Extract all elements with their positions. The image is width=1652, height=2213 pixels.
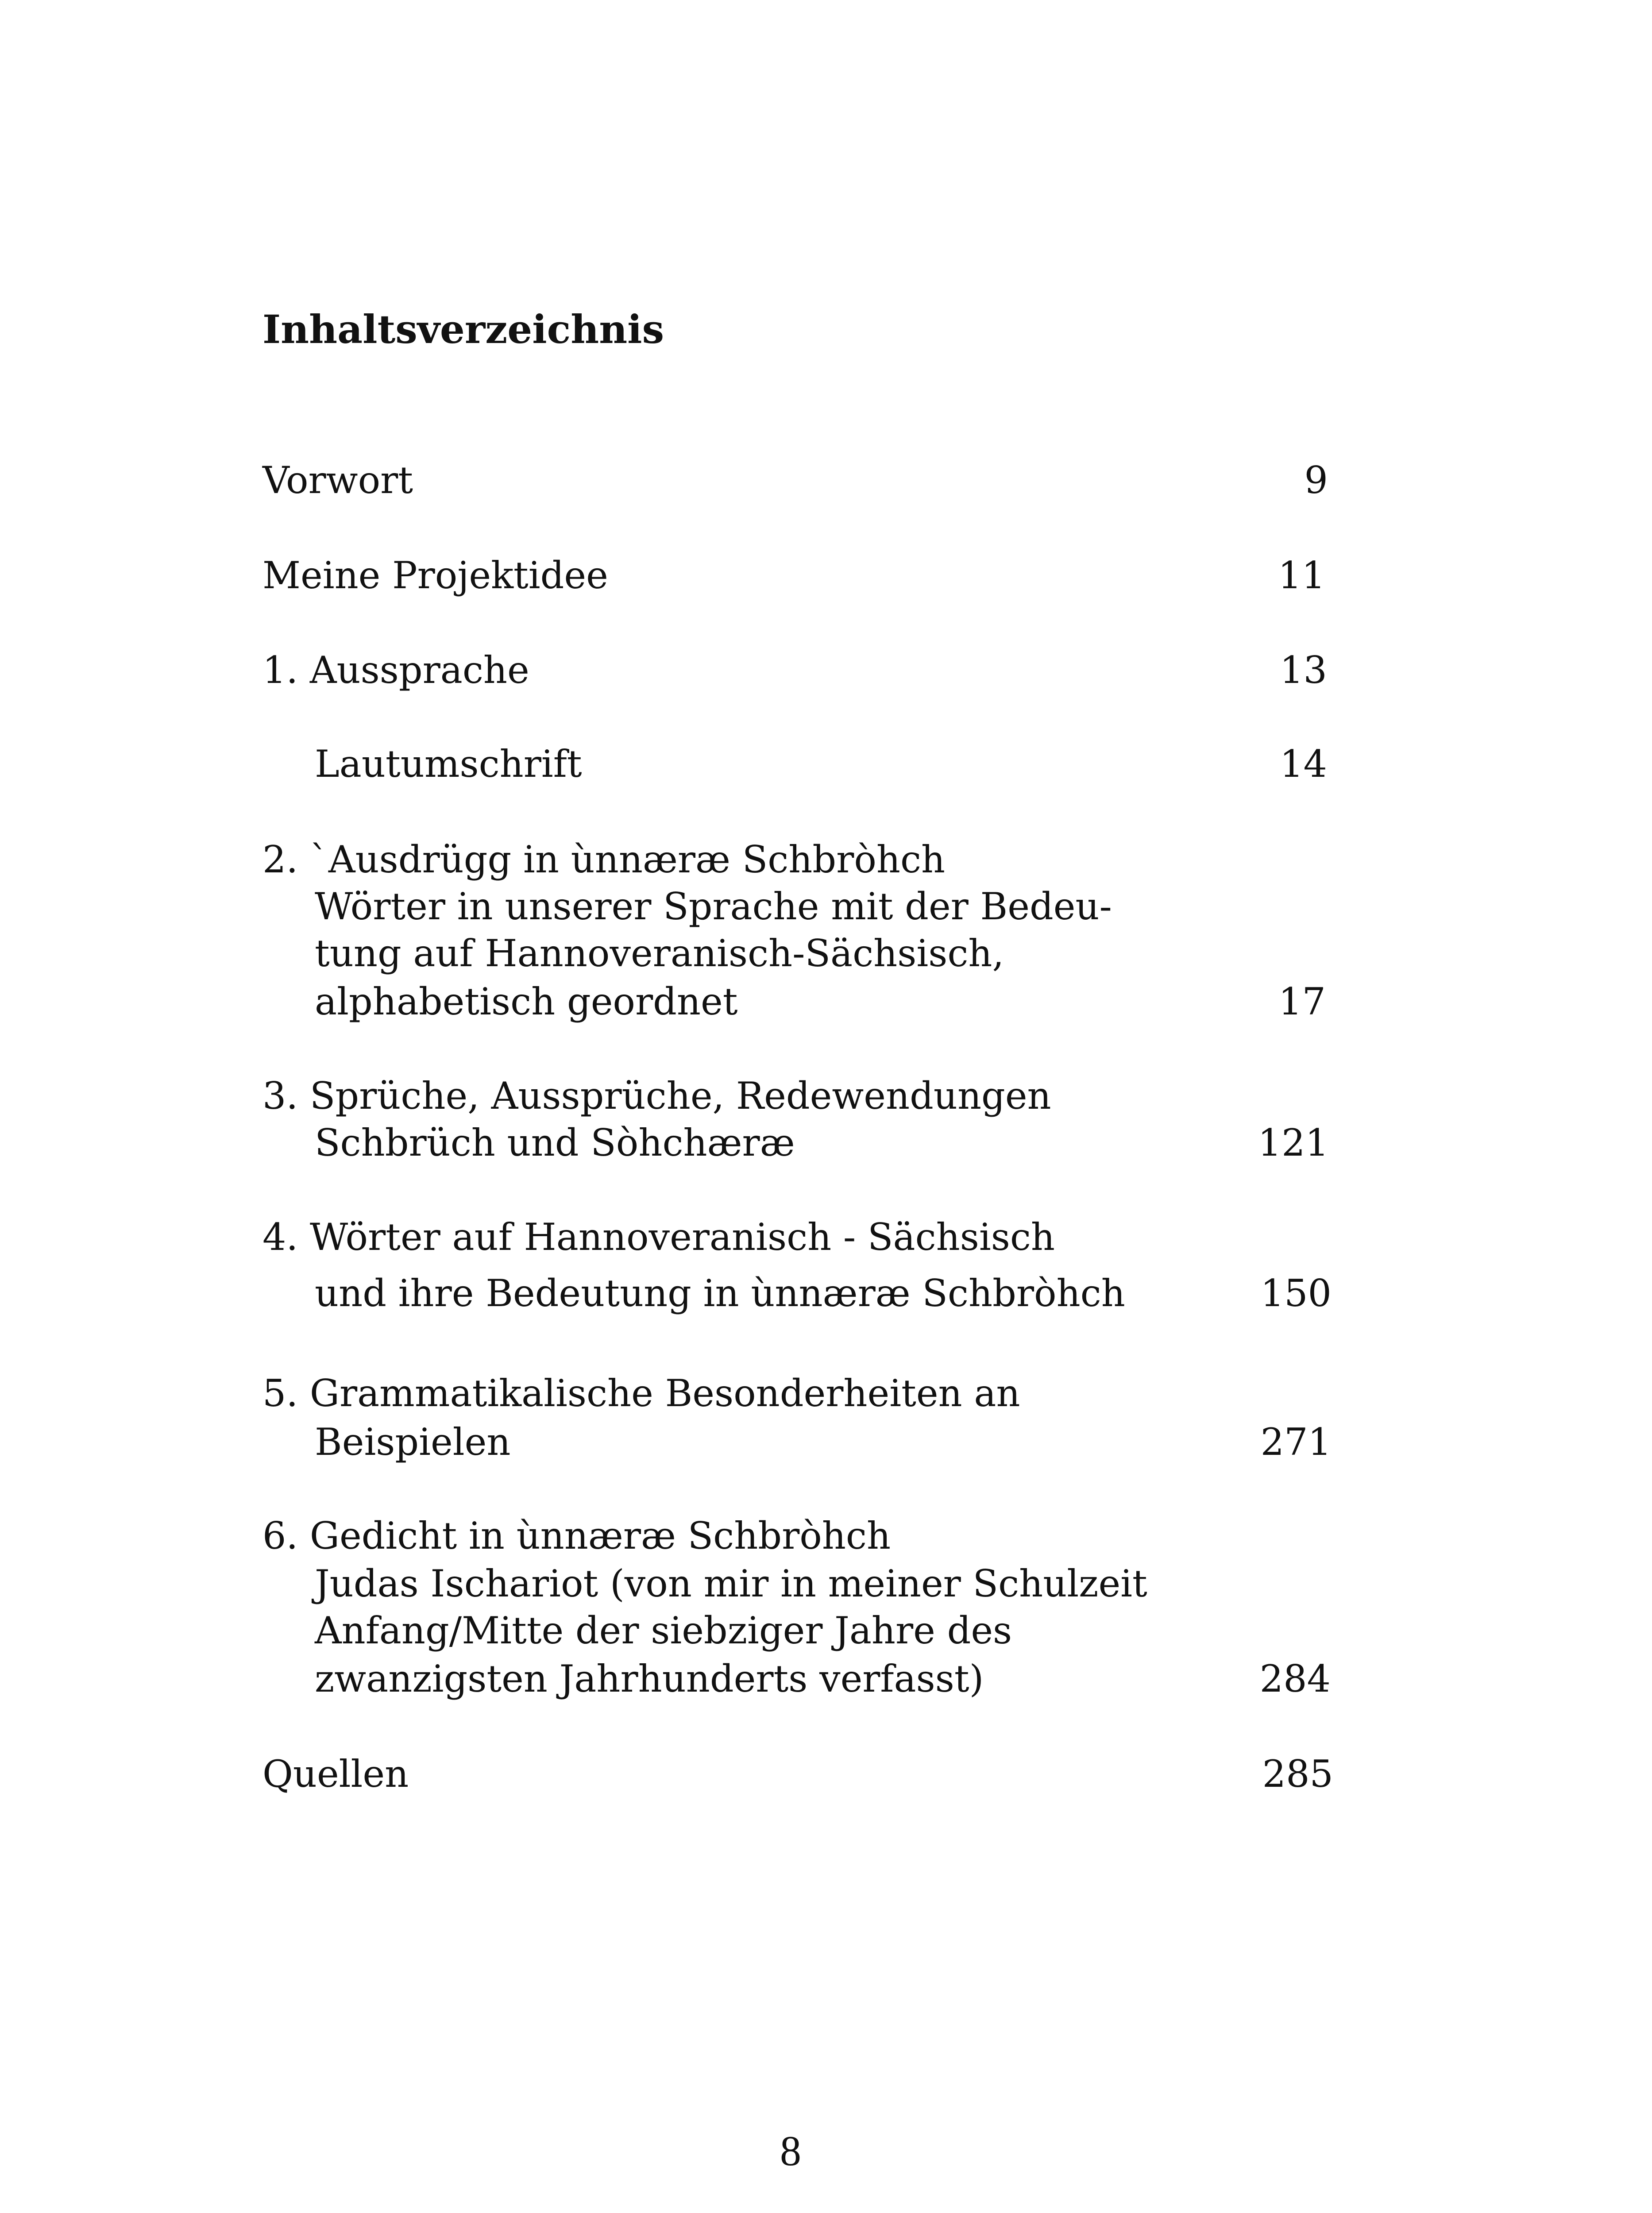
toc-page-quellen: 285 xyxy=(1262,1752,1333,1796)
toc-entry-gedicht-line-3: Anfang/Mitte der siebziger Jahre des xyxy=(315,1609,1012,1652)
toc-entry-grammatik: 5. Grammatikalische Besonderheiten an xyxy=(262,1372,1020,1415)
page-number: 8 xyxy=(780,2127,801,2174)
toc-entry-woerter: 4. Wörter auf Hannoveranisch - Sächsisch xyxy=(262,1215,1055,1259)
toc-entry-woerter-line-2: und ihre Bedeutung in ùnnæræ Schbròhch xyxy=(315,1272,1125,1315)
toc-entry-sprueche-line-2: Schbrüch und Sòhchæræ xyxy=(315,1121,795,1164)
toc-entry-ausdruegg: 2. `Ausdrügg in ùnnæræ Schbròhch xyxy=(262,838,946,881)
toc-entry-vorwort: Vorwort xyxy=(262,459,413,502)
toc-entry-projektidee: Meine Projektidee xyxy=(262,554,608,597)
toc-entry-sprueche: 3. Sprüche, Aussprüche, Redewendungen xyxy=(262,1074,1051,1118)
toc-entry-ausdruegg-line-2: Wörter in unserer Sprache mit der Bedeu- xyxy=(315,885,1112,928)
toc-entry-ausdruegg-line-3: tung auf Hannoveranisch-Sächsisch, xyxy=(315,932,1004,975)
toc-entry-lautumschrift: Lautumschrift xyxy=(315,742,582,786)
toc-page-projektidee: 11 xyxy=(1278,554,1325,597)
toc-page-aussprache: 13 xyxy=(1280,648,1327,692)
toc-page-vorwort: 9 xyxy=(1304,459,1328,502)
toc-page-grammatik: 271 xyxy=(1260,1420,1332,1464)
toc-entry-gedicht: 6. Gedicht in ùnnæræ Schbròhch xyxy=(262,1514,891,1558)
toc-entry-grammatik-line-2: Beispielen xyxy=(315,1420,511,1464)
toc-page-ausdruegg: 17 xyxy=(1278,980,1326,1023)
toc-page-lautumschrift: 14 xyxy=(1280,742,1327,786)
toc-entry-ausdruegg-line-4: alphabetisch geordnet xyxy=(315,980,738,1023)
toc-entry-gedicht-line-2: Judas Ischariot (von mir in meiner Schulzeit xyxy=(315,1562,1147,1605)
toc-entry-quellen: Quellen xyxy=(262,1752,409,1796)
toc-page-woerter: 150 xyxy=(1260,1272,1332,1315)
toc-page-sprueche: 121 xyxy=(1258,1121,1329,1164)
toc-page-gedicht: 284 xyxy=(1259,1657,1331,1700)
toc-entry-aussprache: 1. Aussprache xyxy=(262,648,529,692)
toc-entry-gedicht-line-4: zwanzigsten Jahrhunderts verfasst) xyxy=(315,1657,984,1700)
toc-heading: Inhaltsverzeichnis xyxy=(262,306,664,352)
